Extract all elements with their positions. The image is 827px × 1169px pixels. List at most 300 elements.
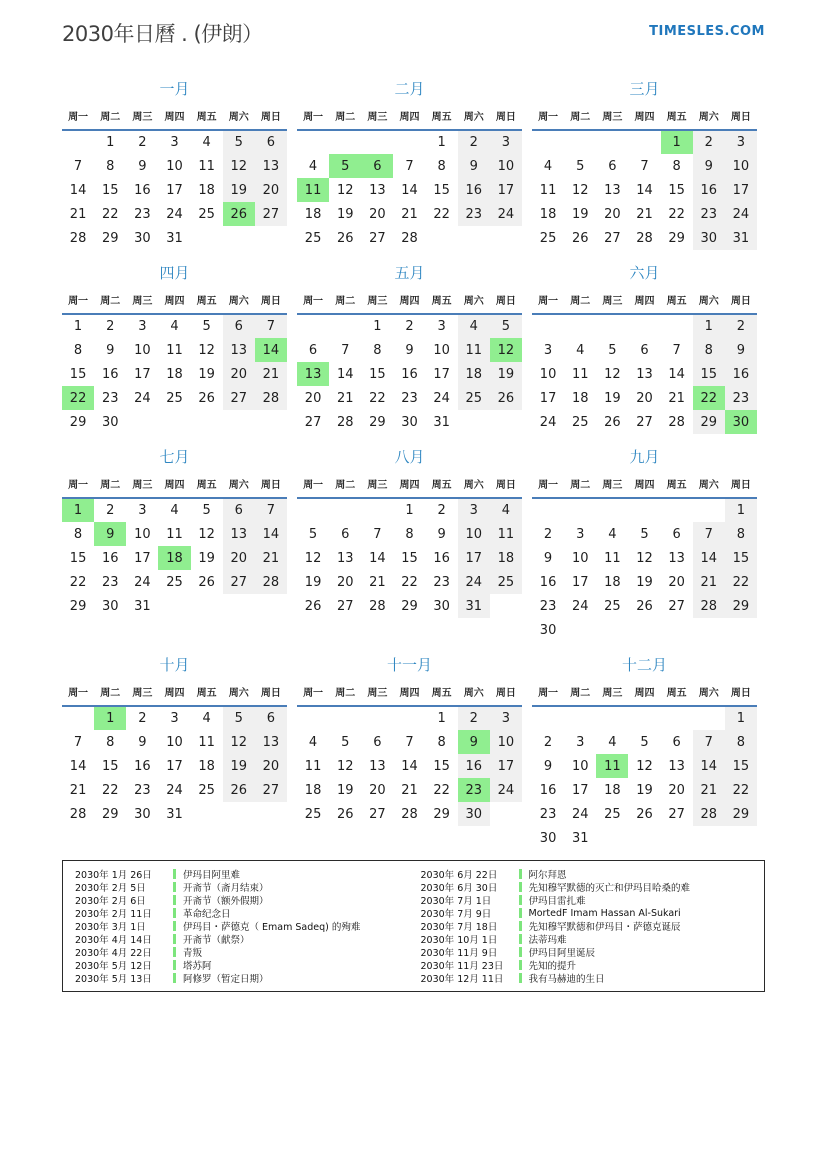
day-grid	[62, 130, 287, 250]
day-cell: 4	[543, 158, 553, 174]
empty-cell	[191, 410, 223, 434]
empty-cell	[255, 226, 287, 250]
empty-cell	[62, 706, 94, 730]
day-cell: 2	[106, 503, 115, 518]
day-cell: 30	[539, 830, 557, 846]
calendar-table	[532, 681, 757, 850]
week-row	[62, 730, 287, 754]
empty-cell	[490, 410, 522, 434]
day-cell: 2	[138, 711, 147, 726]
weekday-header: 周日	[255, 473, 287, 498]
legend-row	[421, 945, 753, 958]
weekday-row	[297, 473, 522, 498]
day-cell: 25	[571, 414, 589, 430]
week-row	[62, 802, 287, 826]
day-cell: 12	[636, 550, 653, 566]
legend-label: 开斋节（斋月结束）	[183, 883, 269, 895]
day-cell: 26	[223, 778, 255, 802]
legend-date: 2030年 7月 18日	[420, 922, 498, 934]
day-cell: 4	[308, 158, 318, 174]
day-cell: 20	[668, 782, 685, 798]
day-cell: 2	[543, 526, 553, 542]
week-row	[297, 362, 522, 386]
legend-label: 我有马赫迪的生日	[528, 973, 605, 985]
day-cell: 26	[304, 598, 322, 614]
day-cell: 13	[604, 182, 621, 198]
weekday-header: 周四	[393, 473, 425, 498]
day-cell: 16	[101, 366, 119, 382]
day-cell: 9	[543, 550, 553, 566]
weekday-header: 周一	[532, 681, 564, 706]
day-cell: 3	[725, 130, 757, 154]
legend-row	[75, 881, 407, 894]
day-cell: 3	[576, 734, 585, 750]
empty-cell	[564, 314, 596, 338]
day-cell: 28	[693, 802, 725, 826]
day-cell: 2	[725, 314, 757, 338]
week-row	[297, 706, 522, 730]
day-cell: 2	[405, 319, 414, 334]
day-cell: 23	[725, 386, 757, 410]
day-cell: 26	[198, 574, 215, 590]
day-cell: 24	[571, 806, 589, 822]
holiday-marker-icon	[173, 973, 176, 983]
weekday-header: 周三	[361, 105, 393, 130]
empty-cell	[628, 314, 660, 338]
day-cell: 25	[490, 570, 522, 594]
day-cell: 24	[166, 782, 183, 798]
empty-cell	[255, 802, 287, 826]
day-cell: 19	[336, 782, 354, 798]
empty-cell	[661, 826, 693, 850]
day-grid	[297, 498, 522, 618]
day-cell: 3	[437, 319, 446, 334]
weekday-header: 周六	[458, 681, 490, 706]
empty-cell	[725, 826, 757, 850]
day-cell: 30	[134, 806, 151, 822]
weekday-header: 周四	[628, 681, 660, 706]
day-cell: 4	[490, 498, 522, 522]
day-cell: 3	[138, 503, 147, 518]
day-cell: 7	[405, 734, 414, 750]
day-cell: 26	[636, 598, 653, 614]
holiday-marker-icon	[173, 908, 176, 918]
legend-row	[421, 868, 753, 881]
month-block	[532, 78, 757, 250]
day-cell: 18	[490, 546, 522, 570]
month-block	[297, 654, 522, 826]
day-cell: 23	[101, 574, 119, 590]
weekday-header: 周四	[628, 473, 660, 498]
day-cell: 11	[458, 338, 490, 362]
day-cell: 23	[539, 806, 557, 822]
calendar-table	[297, 473, 522, 618]
day-cell: 25	[198, 206, 215, 222]
legend-row	[75, 958, 407, 971]
week-row	[532, 546, 757, 570]
day-cell: 29	[668, 230, 685, 246]
holiday-marker-icon	[519, 934, 522, 944]
day-cell: 22	[668, 206, 685, 222]
weekday-header: 周三	[596, 105, 628, 130]
empty-cell	[223, 410, 255, 434]
day-cell: 2	[138, 135, 147, 150]
day-cell: 20	[336, 574, 354, 590]
day-grid	[297, 706, 522, 826]
weekday-header: 周二	[94, 473, 126, 498]
day-cell: 10	[166, 158, 183, 174]
weekday-header: 周日	[725, 289, 757, 314]
day-cell: 22	[69, 574, 87, 590]
day-cell: 26	[636, 806, 653, 822]
empty-cell	[532, 706, 564, 730]
week-row	[532, 362, 757, 386]
day-cell: 12	[571, 182, 589, 198]
weekday-header: 周日	[255, 105, 287, 130]
weekday-header: 周四	[628, 289, 660, 314]
weekday-header: 周一	[532, 289, 564, 314]
day-cell: 7	[693, 522, 725, 546]
weekday-header: 周一	[62, 473, 94, 498]
week-row	[532, 826, 757, 850]
day-cell: 24	[490, 202, 522, 226]
day-cell: 30	[401, 414, 418, 430]
day-cell: 29	[693, 410, 725, 434]
day-cell: 10	[571, 758, 589, 774]
weekday-header: 周一	[62, 681, 94, 706]
empty-cell	[596, 130, 628, 154]
day-cell: 23	[693, 202, 725, 226]
day-cell: 17	[539, 390, 557, 406]
weekday-header: 周一	[62, 289, 94, 314]
weekday-header: 周日	[490, 289, 522, 314]
legend-label: 开斋节（献祭）	[183, 934, 250, 946]
week-row	[532, 202, 757, 226]
weekday-row	[532, 289, 757, 314]
holiday-marker-icon	[519, 908, 522, 918]
weekday-header: 周一	[297, 105, 329, 130]
day-cell: 27	[223, 570, 255, 594]
day-cell: 14	[369, 550, 386, 566]
empty-cell	[532, 498, 564, 522]
day-cell: 4	[458, 314, 490, 338]
day-cell: 5	[308, 526, 318, 542]
day-cell: 22	[101, 206, 119, 222]
day-cell: 4	[608, 734, 617, 750]
empty-cell	[255, 594, 287, 618]
day-cell: 9	[458, 154, 490, 178]
day-cell: 1	[725, 706, 757, 730]
day-grid	[297, 314, 522, 434]
day-cell: 3	[170, 711, 179, 726]
week-row	[532, 154, 757, 178]
day-cell: 2	[106, 319, 115, 334]
week-row	[532, 338, 757, 362]
day-cell: 25	[166, 390, 183, 406]
day-cell: 15	[725, 754, 757, 778]
day-cell: 16	[539, 782, 557, 798]
week-row	[532, 130, 757, 154]
legend-row	[421, 958, 753, 971]
weekday-header: 周二	[94, 105, 126, 130]
day-cell: 8	[106, 158, 115, 174]
day-cell: 21	[636, 206, 653, 222]
day-cell: 5	[202, 319, 211, 334]
legend-row	[421, 881, 753, 894]
legend-label: 先知的提升	[528, 960, 577, 972]
day-cell: 10	[134, 342, 151, 358]
day-cell: 29	[101, 230, 119, 246]
day-cell: 16	[134, 182, 151, 198]
day-cell: 7	[341, 342, 350, 358]
day-cell: 21	[693, 570, 725, 594]
empty-cell	[393, 706, 425, 730]
day-cell: 18	[458, 362, 490, 386]
day-cell: 12	[198, 342, 215, 358]
day-cell: 29	[369, 414, 386, 430]
day-cell: 27	[668, 598, 685, 614]
day-cell: 29	[69, 598, 87, 614]
calendar-table	[532, 105, 757, 250]
day-cell: 3	[170, 135, 179, 150]
day-cell: 7	[73, 158, 83, 174]
day-cell: 20	[636, 390, 653, 406]
day-cell: 17	[134, 550, 151, 566]
week-row	[297, 314, 522, 338]
week-row	[297, 386, 522, 410]
empty-cell	[564, 706, 596, 730]
weekday-header: 周二	[94, 289, 126, 314]
empty-cell	[361, 706, 393, 730]
day-cell: 22	[401, 574, 418, 590]
day-cell: 5	[640, 734, 649, 750]
weekday-header: 周六	[458, 105, 490, 130]
day-cell: 27	[636, 414, 653, 430]
day-cell: 1	[405, 503, 414, 518]
week-row	[62, 754, 287, 778]
calendar-table	[62, 289, 287, 434]
holiday-day-cell: 14	[255, 338, 287, 362]
weekday-header: 周二	[329, 105, 361, 130]
day-cell: 28	[369, 598, 386, 614]
day-cell: 26	[336, 806, 354, 822]
day-cell: 1	[437, 711, 446, 726]
week-row	[62, 594, 287, 618]
day-cell: 10	[433, 342, 450, 358]
day-cell: 15	[433, 182, 450, 198]
weekday-header: 周一	[532, 473, 564, 498]
legend-row	[75, 907, 407, 920]
day-cell: 22	[101, 782, 119, 798]
empty-cell	[490, 802, 522, 826]
week-row	[532, 226, 757, 250]
calendar-table	[532, 289, 757, 434]
month-title: 一月	[159, 80, 190, 98]
day-cell: 16	[433, 550, 450, 566]
weekday-header: 周五	[661, 681, 693, 706]
day-cell: 7	[255, 314, 287, 338]
calendar-table	[62, 681, 287, 826]
empty-cell	[628, 130, 660, 154]
month-title: 六月	[629, 264, 660, 282]
month-block	[297, 446, 522, 618]
week-row	[297, 338, 522, 362]
empty-cell	[62, 130, 94, 154]
day-cell: 5	[640, 526, 649, 542]
holiday-marker-icon	[519, 882, 522, 892]
day-cell: 8	[725, 522, 757, 546]
holiday-marker-icon	[173, 934, 176, 944]
legend-date: 2030年 3月 1日	[75, 922, 146, 934]
day-cell: 28	[668, 414, 685, 430]
day-cell: 21	[401, 782, 418, 798]
day-cell: 10	[134, 526, 151, 542]
week-row	[62, 338, 287, 362]
day-cell: 29	[69, 414, 87, 430]
empty-cell	[596, 706, 628, 730]
day-cell: 9	[106, 342, 115, 358]
weekday-header: 周五	[426, 681, 458, 706]
month-title: 十一月	[386, 656, 432, 674]
empty-cell	[490, 226, 522, 250]
weekday-header: 周二	[564, 681, 596, 706]
month-title: 七月	[159, 448, 190, 466]
day-cell: 2	[458, 130, 490, 154]
day-cell: 1	[373, 319, 382, 334]
day-cell: 31	[571, 830, 589, 846]
day-cell: 18	[604, 782, 621, 798]
week-row	[532, 778, 757, 802]
day-cell: 6	[373, 734, 382, 750]
day-cell: 30	[101, 414, 119, 430]
holiday-marker-icon	[519, 947, 522, 957]
day-cell: 1	[725, 498, 757, 522]
week-row	[297, 730, 522, 754]
day-cell: 8	[437, 734, 446, 750]
empty-cell	[223, 226, 255, 250]
weekday-header: 周二	[564, 289, 596, 314]
day-cell: 21	[401, 206, 418, 222]
day-cell: 24	[725, 202, 757, 226]
day-cell: 15	[725, 546, 757, 570]
month-title: 四月	[159, 264, 190, 282]
weekday-header: 周二	[329, 473, 361, 498]
weekday-row	[532, 473, 757, 498]
holiday-day-cell: 13	[297, 362, 329, 386]
day-cell: 25	[304, 806, 322, 822]
day-cell: 5	[223, 706, 255, 730]
legend-row	[75, 920, 407, 933]
holiday-marker-icon	[519, 921, 522, 931]
weekday-header: 周三	[361, 473, 393, 498]
day-cell: 1	[693, 314, 725, 338]
weekday-header: 周六	[693, 473, 725, 498]
weekday-header: 周二	[564, 105, 596, 130]
week-row	[62, 178, 287, 202]
weekday-row	[532, 681, 757, 706]
day-cell: 14	[636, 182, 653, 198]
day-cell: 12	[336, 182, 354, 198]
holiday-day-cell: 12	[490, 338, 522, 362]
day-cell: 18	[198, 182, 215, 198]
week-row	[532, 410, 757, 434]
week-row	[297, 154, 522, 178]
day-cell: 21	[255, 546, 287, 570]
day-cell: 15	[433, 758, 450, 774]
day-cell: 19	[198, 366, 215, 382]
legend-date: 2030年 11月 23日	[420, 960, 504, 972]
day-cell: 6	[608, 158, 617, 174]
day-cell: 6	[255, 130, 287, 154]
week-row	[297, 130, 522, 154]
empty-cell	[329, 130, 361, 154]
weekday-header: 周三	[361, 681, 393, 706]
day-cell: 28	[693, 594, 725, 618]
empty-cell	[255, 410, 287, 434]
legend-date: 2030年 6月 22日	[420, 870, 498, 882]
day-cell: 9	[138, 734, 147, 750]
day-cell: 16	[101, 550, 119, 566]
legend-label: 阿尔拜恩	[528, 870, 567, 882]
day-cell: 9	[138, 158, 147, 174]
weekday-header: 周日	[490, 681, 522, 706]
holiday-marker-icon	[519, 973, 522, 983]
weekday-header: 周日	[725, 473, 757, 498]
day-cell: 7	[640, 158, 649, 174]
weekday-row	[62, 473, 287, 498]
day-cell: 6	[341, 526, 350, 542]
day-cell: 12	[636, 758, 653, 774]
day-cell: 30	[458, 802, 490, 826]
week-row	[532, 618, 757, 642]
month-block	[297, 262, 522, 434]
day-cell: 10	[725, 154, 757, 178]
legend-date: 2030年 2月 5日	[75, 883, 146, 895]
empty-cell	[297, 706, 329, 730]
legend-date: 2030年 11月 9日	[420, 947, 498, 959]
holiday-marker-icon	[173, 895, 176, 905]
day-cell: 30	[134, 230, 151, 246]
month-block	[62, 78, 287, 250]
day-cell: 13	[255, 154, 287, 178]
week-row	[532, 570, 757, 594]
holiday-day-cell: 23	[458, 778, 490, 802]
day-grid	[532, 314, 757, 434]
page-header	[62, 18, 765, 48]
month-block	[62, 262, 287, 434]
day-cell: 23	[134, 782, 151, 798]
month-title: 二月	[394, 80, 425, 98]
day-cell: 9	[725, 338, 757, 362]
day-cell: 12	[223, 730, 255, 754]
day-cell: 2	[437, 503, 446, 518]
day-cell: 12	[304, 550, 322, 566]
day-cell: 27	[255, 202, 287, 226]
weekday-header: 周六	[223, 289, 255, 314]
weekday-row	[62, 681, 287, 706]
calendar-table	[532, 473, 757, 642]
week-row	[62, 154, 287, 178]
day-cell: 3	[576, 526, 585, 542]
empty-cell	[191, 594, 223, 618]
day-cell: 17	[166, 182, 183, 198]
holiday-day-cell: 9	[94, 522, 126, 546]
day-cell: 18	[604, 574, 621, 590]
day-cell: 14	[69, 182, 87, 198]
empty-cell	[458, 410, 490, 434]
site-link[interactable]: TIMESLES.COM	[649, 24, 765, 39]
week-row	[62, 410, 287, 434]
